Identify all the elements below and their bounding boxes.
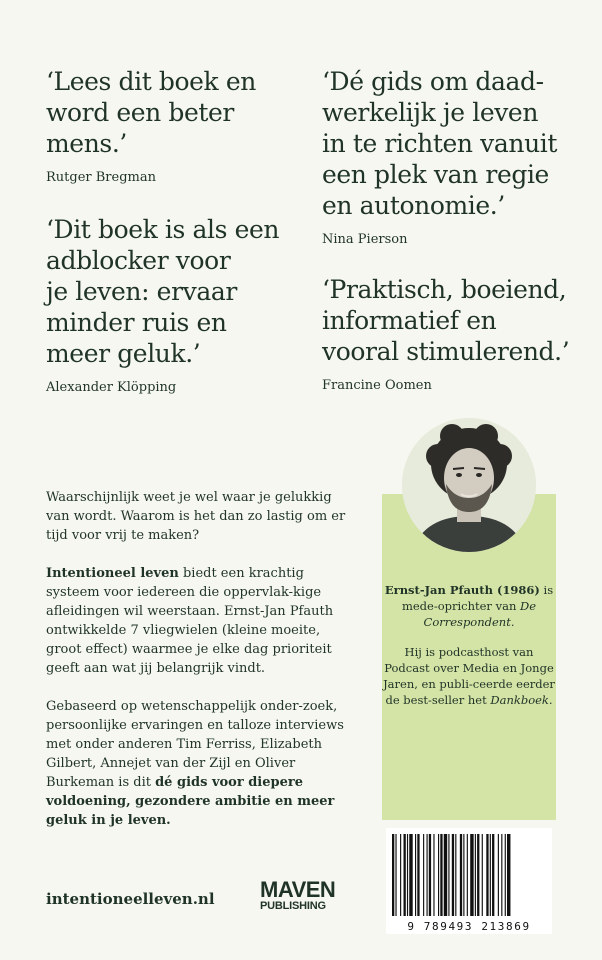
barcode-bar bbox=[460, 834, 462, 916]
barcode-bar bbox=[477, 834, 479, 916]
quote-bregman bbox=[46, 66, 296, 186]
barcode-bar bbox=[467, 834, 468, 916]
bio-text: is mede-oprichter van bbox=[401, 583, 554, 613]
barcode-bar bbox=[452, 834, 454, 916]
barcode-bar bbox=[448, 834, 449, 916]
barcode-bar bbox=[492, 834, 494, 916]
quote-oomen bbox=[322, 274, 592, 394]
author-name: Ernst-Jan Pfauth (1986) bbox=[384, 583, 540, 597]
barcode-bar bbox=[417, 834, 419, 916]
barcode-bar bbox=[423, 834, 424, 916]
blurb-paragraph-3 bbox=[46, 697, 346, 830]
barcode-bar bbox=[444, 834, 447, 916]
book-title: Dankboek bbox=[490, 693, 549, 707]
quote-author: Rutger Bregman bbox=[46, 170, 156, 185]
quote-text: ‘Lees dit boek en word een beter mens.’ bbox=[46, 67, 256, 158]
bio-text: . bbox=[548, 693, 553, 707]
barcode-bar bbox=[475, 834, 476, 916]
author-bio bbox=[382, 582, 556, 722]
barcode-bar bbox=[404, 834, 406, 916]
quote-author: Alexander Klöpping bbox=[46, 380, 177, 395]
quote-text: ‘Praktisch, boeiend, informatief en vooral stimulerend.’ bbox=[322, 275, 570, 366]
publisher-logo-line-2: PUBLISHING bbox=[260, 900, 326, 912]
publisher-logo bbox=[260, 877, 336, 912]
quote-author: Nina Pierson bbox=[322, 232, 408, 247]
barcode-bar bbox=[463, 834, 464, 916]
quote-author: Francine Oomen bbox=[322, 378, 432, 393]
barcode-bars bbox=[386, 828, 552, 918]
bio-text: Hij is podcasthost van Podcast over Media en Jonge Jaren, en publi-ceerde eerder de best-seller het bbox=[383, 645, 555, 707]
blurb-emphasis: dé gids voor diepere voldoening, gezondere ambitie en meer geluk in je leven. bbox=[46, 775, 335, 828]
barcode-bar bbox=[498, 834, 499, 916]
barcode bbox=[386, 828, 552, 934]
portrait-illustration bbox=[402, 418, 536, 552]
quote-pierson bbox=[322, 66, 592, 248]
publisher-logo-line-1: MAVEN bbox=[260, 877, 336, 902]
barcode-bar bbox=[407, 834, 408, 916]
blurb-paragraph-1: Waarschijnlijk weet je wel waar je gelukkig van wordt. Waarom is het dan zo lastig om er tijd voor vrij te maken? bbox=[46, 490, 346, 543]
barcode-bar bbox=[400, 834, 401, 916]
book-blurb bbox=[46, 488, 346, 849]
barcode-bar bbox=[505, 834, 506, 916]
blurb-text: Gebaseerd op wetenschappelijk onder-zoek, persoonlijke ervaringen en talloze interviews met onder anderen Tim Ferriss, Elizabeth Gilbert, Annejet van der Zijl en Oliver Burkeman is dit bbox=[46, 699, 344, 790]
quote-text: ‘Dit boek is als een adblocker voor je leven: ervaar minder ruis en meer geluk.’ bbox=[46, 215, 280, 368]
quote-text: ‘Dé gids om daad- werkelijk je leven in te richten vanuit een plek van regie en autonomie.’ bbox=[322, 67, 558, 220]
isbn-number: 9 789493 213869 bbox=[407, 920, 531, 933]
bio-paragraph-1 bbox=[382, 582, 556, 630]
author-portrait bbox=[402, 418, 536, 552]
barcode-bar bbox=[427, 834, 428, 916]
barcode-bar bbox=[507, 834, 510, 916]
barcode-bar bbox=[490, 834, 491, 916]
barcode-bar bbox=[429, 834, 431, 916]
book-title-inline: Intentioneel leven bbox=[46, 566, 179, 581]
barcode-bar bbox=[438, 834, 439, 916]
barcode-bar bbox=[455, 834, 456, 916]
barcode-bar bbox=[415, 834, 416, 916]
barcode-bar bbox=[392, 834, 394, 916]
company-name: De Correspondent. bbox=[423, 599, 537, 629]
barcode-bar bbox=[440, 834, 442, 916]
blurb-paragraph-2 bbox=[46, 564, 346, 678]
barcode-bar bbox=[501, 834, 502, 916]
quote-klopping bbox=[46, 214, 306, 396]
blurb-text: biedt een krachtig systeem voor iedereen die oppervlak-kige afleidingen wil weerstaan. Ernst-Jan Pfauth ontwikkelde 7 vliegwielen (kleine moeite, groot effect) waarmee je elke dag prioriteit geeft aan wat jij belangrijk vindt. bbox=[46, 566, 334, 676]
barcode-bar bbox=[482, 834, 483, 916]
barcode-bar bbox=[409, 834, 412, 916]
website-url: intentioneelleven.nl bbox=[46, 890, 215, 908]
bio-paragraph-2 bbox=[382, 644, 556, 708]
barcode-bar bbox=[395, 834, 396, 916]
barcode-bar bbox=[433, 834, 434, 916]
barcode-bar bbox=[486, 834, 488, 916]
barcode-bar bbox=[470, 834, 473, 916]
